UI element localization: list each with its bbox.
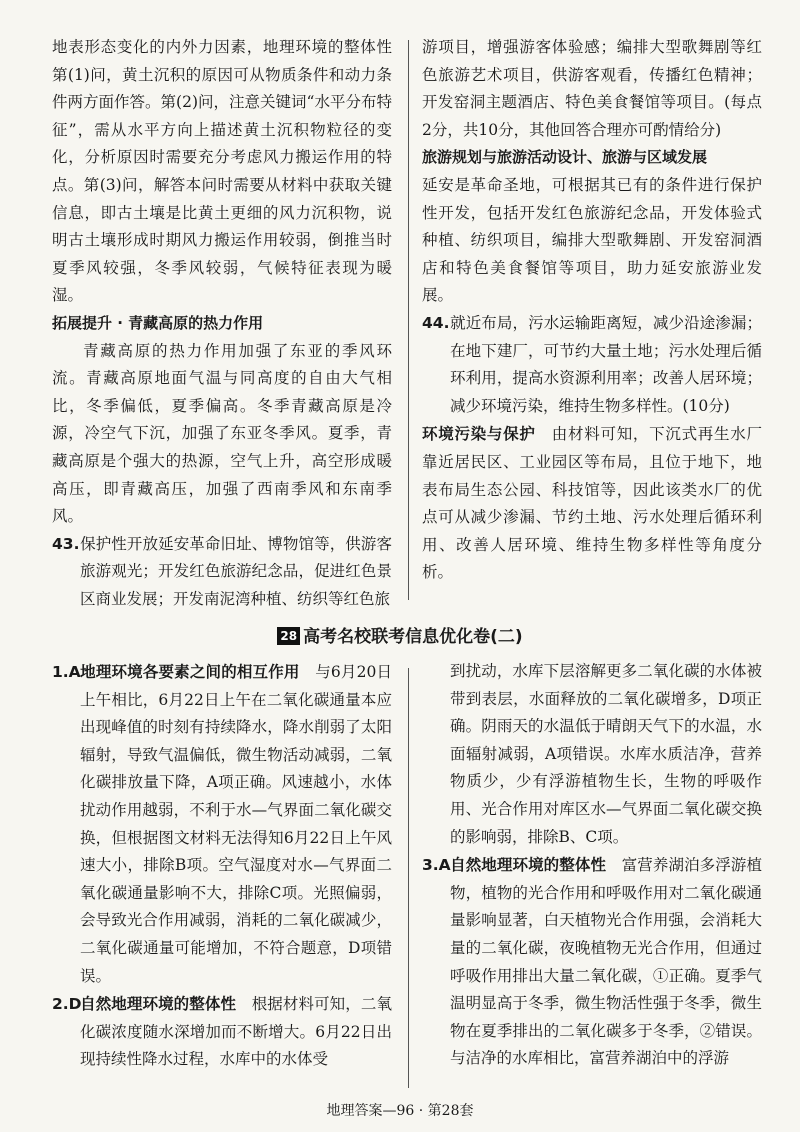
q44-text: 就近布局，污水运输距离短，减少沿途渗漏；在地下建厂，可节约大量土地；污水处理后循环利用，提高水资源利用率；改善人居环境；减少环境污染，维持生物多样性。(10分) [450, 313, 762, 415]
q1-number: 1.A [52, 663, 81, 681]
section-title [0, 622, 800, 647]
q44-analysis [422, 420, 762, 587]
q2-answer [52, 990, 392, 1074]
q44-topic: 环境污染与保护 [422, 424, 536, 444]
q42-analysis-continued: 地表形态变化的内外力因素，地理环境的整体性 第(1)问，黄土沉积的原因可从物质条件和动力条件两方面作答。第(2)问，注意关键词“水平分布特征”，需从水平方向上描述黄土沉积物粒径的变化，分析原因时需要充分考虑风力搬运作用的特点。第(3)问，解答本问时需要从材料中获取关键信息，即古土壤是比黄土更细的风力沉积物，说明古土壤形成时期风力搬运作用较弱，倒推当时夏季风较强，冬季风较弱，气候特征表现为暖湿。 [52, 38, 408, 305]
q2-number: 2.D [52, 995, 82, 1014]
page-footer: 地理答案—96 · 第28套 [326, 1103, 474, 1119]
column-divider-bottom [408, 668, 409, 1088]
q43-number: 43. [52, 534, 80, 553]
q3-answer [422, 851, 762, 1073]
bottom-left-column [52, 658, 392, 1074]
top-right-column [422, 34, 762, 587]
q3-number: 3.A [422, 856, 451, 875]
extension-heading: 拓展提升 · 青藏高原的热力作用 [52, 313, 264, 332]
extension-body: 青藏高原的热力作用加强了东亚的季风环流。青藏高原地面气温与同高度的自由大气相比，冬季偏低，夏季偏高。冬季青藏高原是冷源，冷空气下沉，加强了东亚冬季风。夏季，青藏高原是个强大的热源，空气上升，高空形成暖高压，即青藏高压，加强了西南季风和东南季风。 [52, 341, 392, 526]
q43-analysis: 延安是革命圣地，可根据其已有的条件进行保护性开发，包括开发红色旅游纪念品，开发体验式种植、纺织项目，编排大型歌舞剧、开发窑洞酒店和特色美食餐馆等项目，助力延安旅游业发展。 [422, 175, 762, 305]
q44-answer [422, 310, 762, 420]
bottom-right-column [422, 658, 762, 1073]
q43-topic-heading: 旅游规划与旅游活动设计、旅游与区域发展 [422, 148, 708, 167]
q43-text: 保护性开放延安革命旧址、博物馆等，供游客旅游观光；开发红色旅游纪念品，促进红色景区商业发展；开发南泥湾种植、纺织等红色旅 [80, 534, 392, 608]
q43-answer [52, 531, 392, 614]
q3-topic: 自然地理环境的整体性 [450, 855, 607, 875]
q1-topic: 地理环境各要素之间的相互作用 [80, 662, 300, 681]
q3-text: 富营养湖泊多浮游植物，植物的光合作用和呼吸作用对二氧化碳通量影响显著，白天植物光合作用强，会消耗大量的二氧化碳，夜晚植物无光合作用，但通过呼吸作用排出大量二氧化碳，①正确。夏季气温明显高于冬季，微生物活性强于冬季，微生物在夏季排出的二氧化碳多于冬季，②错误。与洁净的水库相比，富营养湖泊中的浮游 [450, 856, 762, 1068]
set-number-badge: 28 [277, 627, 300, 645]
q1-answer [52, 658, 392, 990]
section-title-text: 高考名校联考信息优化卷(二) [303, 627, 523, 647]
column-divider-top [408, 40, 409, 600]
q44-number: 44. [422, 313, 450, 332]
q2-topic: 自然地理环境的整体性 [80, 994, 237, 1014]
q44-analysis-text: 由材料可知，下沉式再生水厂靠近居民区、工业园区等布局，且位于地下，地表布局生态公园、科技馆等，因此该类水厂的优点可从减少渗漏、节约土地、污水处理后循环利用、改善人居环境、维持生物多样性等角度分析。 [422, 425, 762, 582]
q2-answer-continued: 到扰动，水库下层溶解更多二氧化碳的水体被带到表层，水面释放的二氧化碳增多，D项正确。阴雨天的水温低于晴朗天气下的水温，水面辐射减弱，A项错误。水库水质洁净，营养物质少，少有浮游植物生长，生物的呼吸作用、光合作用对库区水—气界面二氧化碳交换的影响弱，排除B、C项。 [450, 662, 762, 846]
q2-text: 根据材料可知，二氧化碳浓度随水深增加而不断增大。6月22日出现持续性降水过程，水库中的水体受 [80, 995, 392, 1069]
q1-text: 与6月20日上午相比，6月22日上午在二氧化碳通量本应出现峰值的时刻有持续降水，降水削弱了太阳辐射，导致气温偏低，微生物活动减弱，二氧化碳排放量下降，A项正确。风速越小，水体扰动作用越弱，不利于水—气界面二氧化碳交换，但根据图文材料无法得知6月22日上午风速大小，排除B项。空气湿度对水—气界面二氧化碳通量影响不大，排除C项。光照偏弱，会导致光合作用减弱，消耗的二氧化碳减少，二氧化碳通量可能增加，不符合题意，D项错误。 [80, 663, 392, 985]
top-left-column [52, 34, 408, 613]
q43-answer-continued: 游项目，增强游客体验感；编排大型歌舞剧等红色旅游艺术项目，供游客观看，传播红色精神；开发窑洞主题酒店、特色美食餐馆等项目。(每点2分，共10分，其他回答合理亦可酌情给分) [422, 38, 762, 139]
